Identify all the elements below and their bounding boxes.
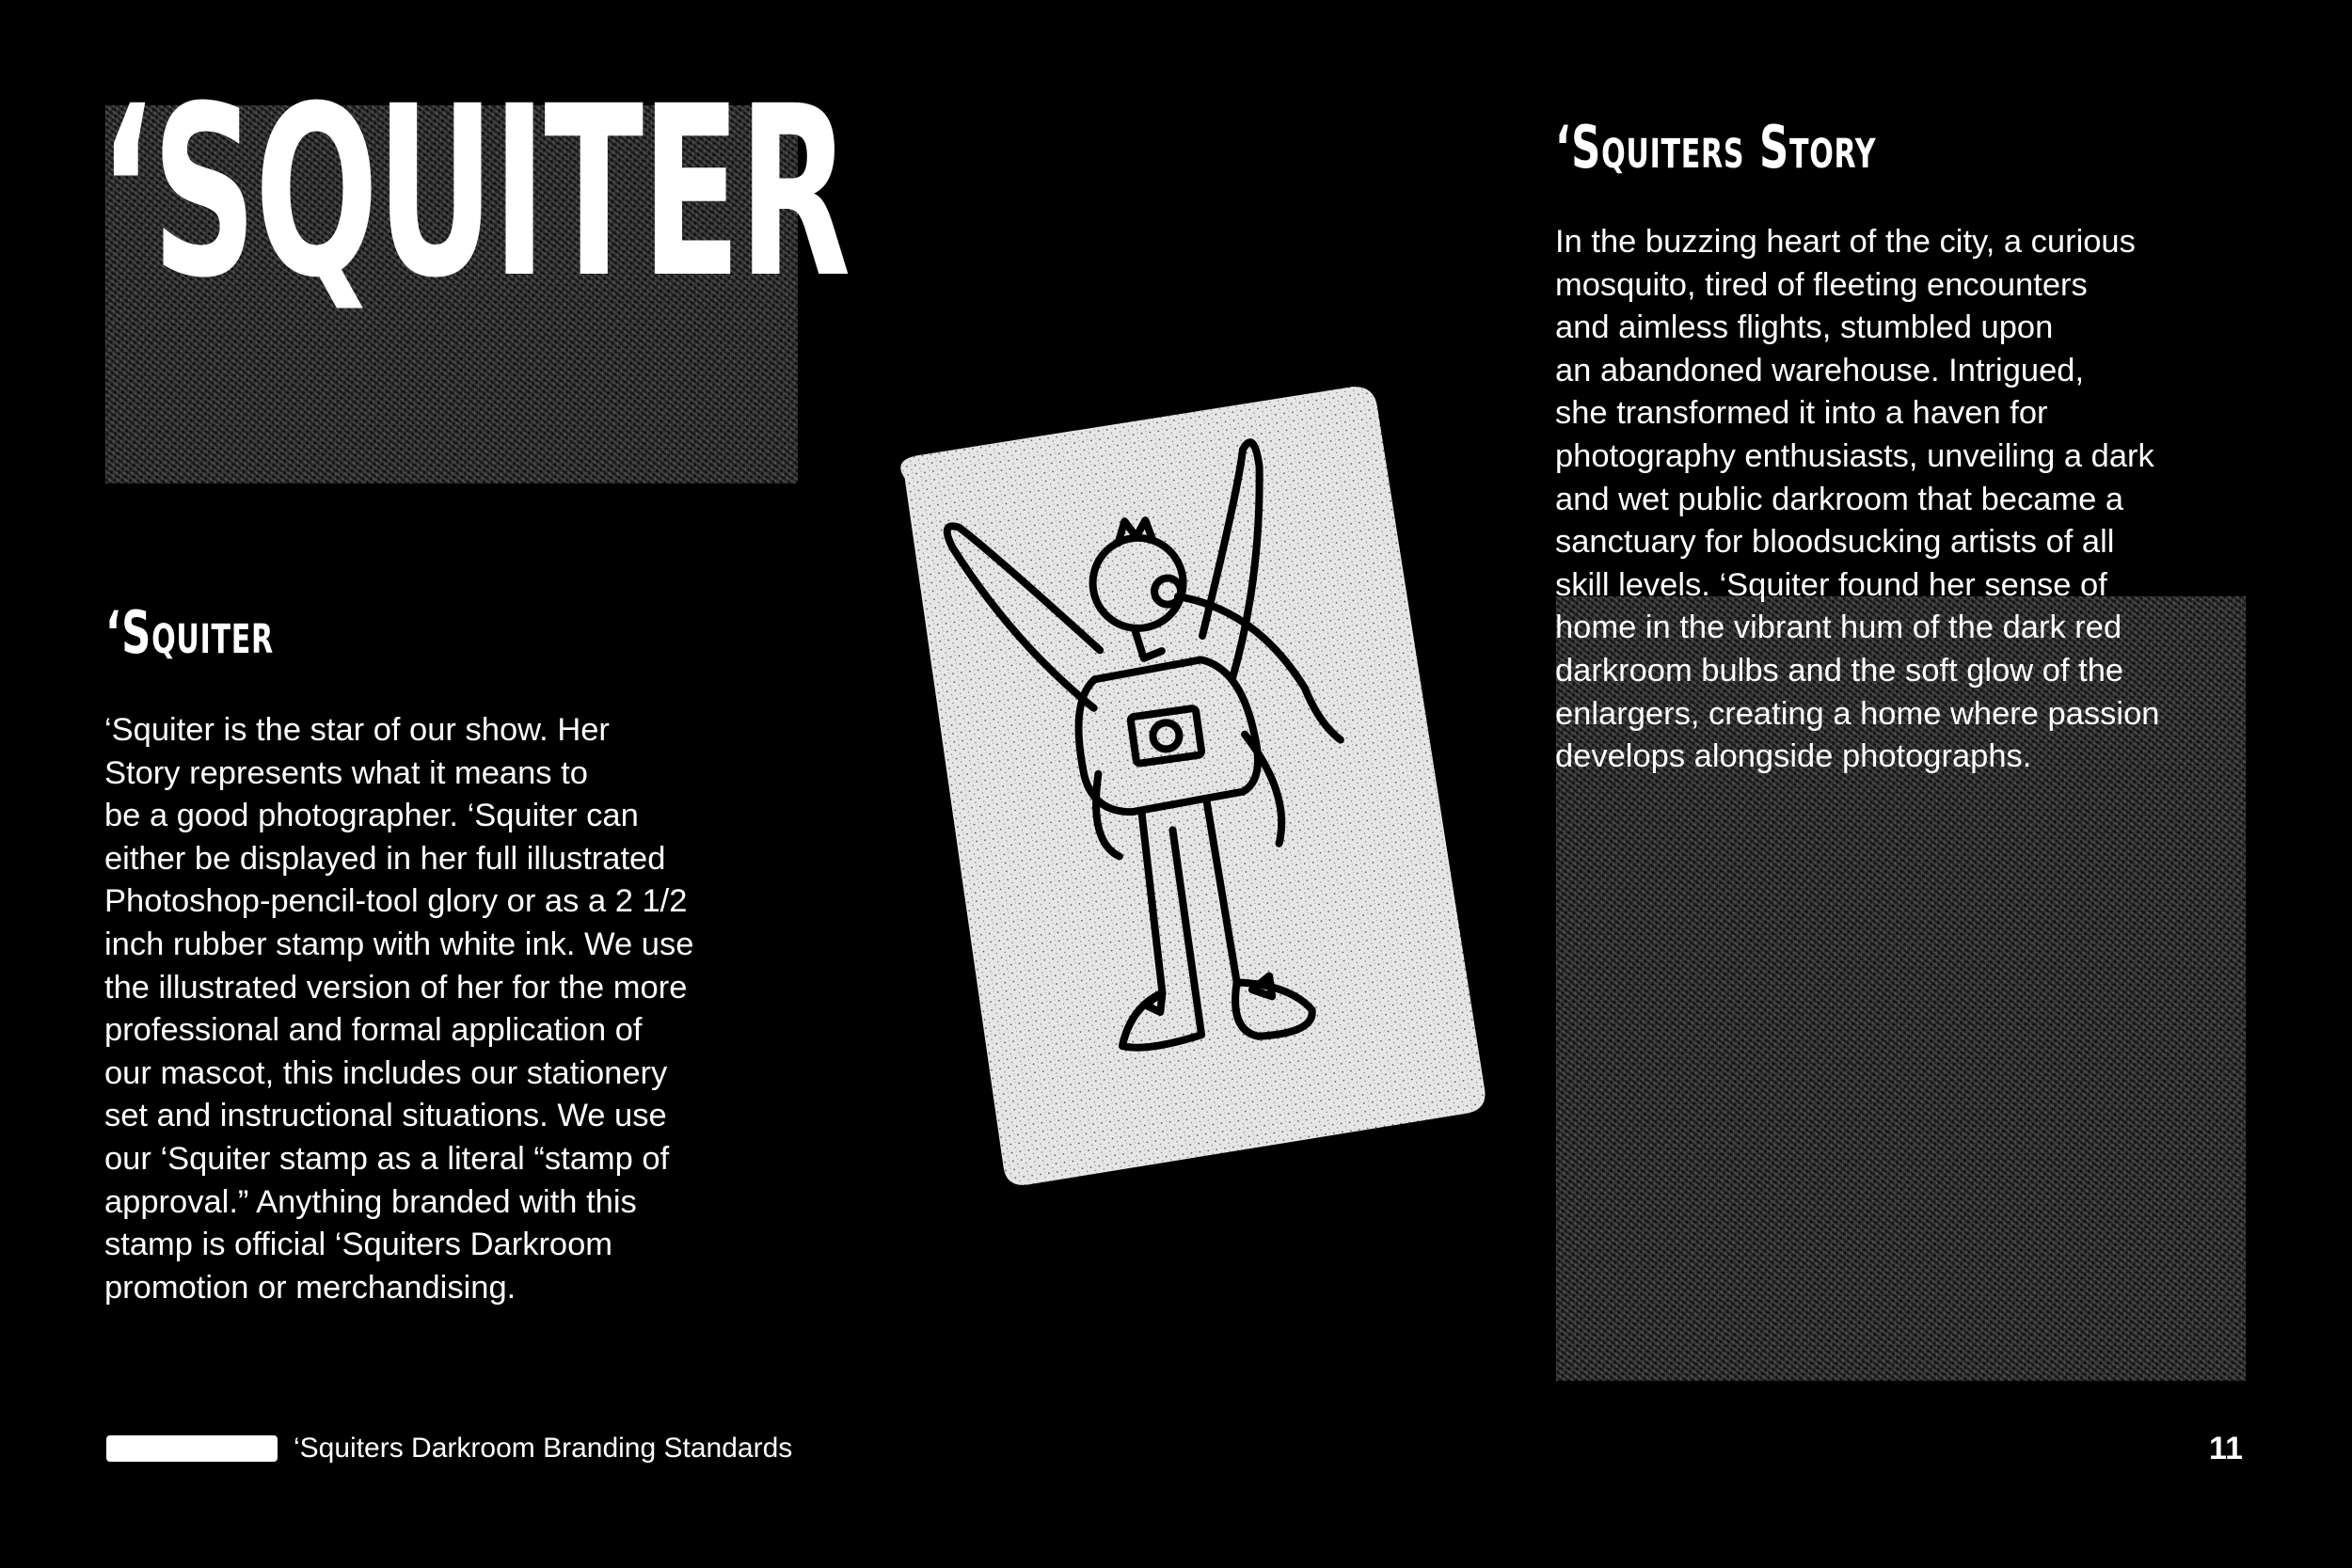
story-description: In the buzzing heart of the city, a curious mosquito, tired of fleeting encounters and aimless flights, stumbled upon an abandoned warehouse. Intrigued, she transformed it into a haven for photography enthusiasts, unveiling a dark and wet public darkroom that became a sanctuary for bloodsucking artists of all skill levels. ‘Squiter found her sense of home in the vibrant hum of the dark red darkroom bulbs and the soft glow of the enlargers, creating a home where passion develops alongside photographs. [1555,224,2160,775]
squiter-stamp-illustration [884,386,1486,1185]
stamp-background [898,386,1486,1185]
squiter-heading: ‘Squiter [105,598,274,667]
page-title: ‘SQUITER [99,55,849,329]
footer-bar [106,1435,278,1462]
story-heading: ‘Squiters Story [1555,113,1877,182]
page-number: 11 [2209,1431,2243,1466]
footer-text: ‘Squiters Darkroom Branding Standards [294,1433,793,1464]
squiter-description: ‘Squiter is the star of our show. Her Story represents what it means to be a good photographer. ‘Squiter can either be displayed in her full illustrated Photoshop-pencil-tool glory or as a 2 1/2 inch rubber stamp with white ink. We use the illustrated version of her for the more professional and formal application of our mascot, this includes our stationery set and instructional situations. We use our ‘Squiter stamp as a literal “stamp of approval.” Anything branded with this stamp is official ‘Squiters Darkroom promotion or merchandising. [104,712,694,1306]
